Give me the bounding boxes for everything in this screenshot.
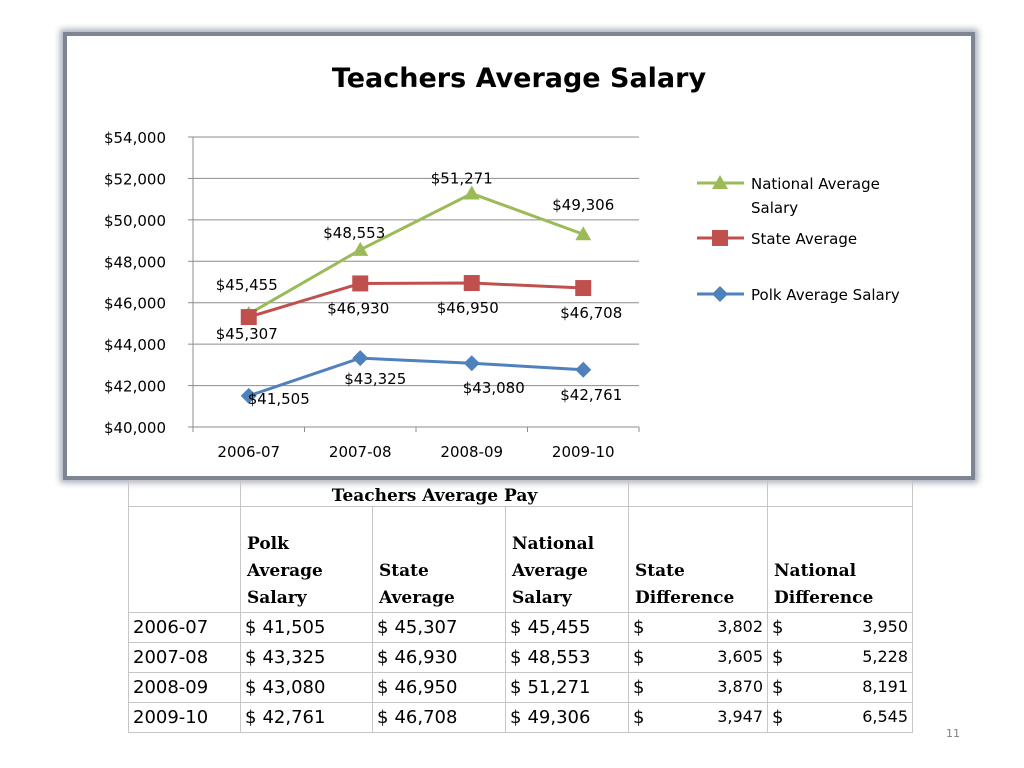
y-tick-label: $42,000 [103,377,166,396]
currency-symbol: $ [633,617,645,638]
data-label: $46,950 [436,299,499,318]
amount: 3,605 [717,647,764,666]
data-point [352,242,368,256]
amount: 3,870 [717,677,764,696]
legend-marker [712,230,728,246]
currency-symbol: $ [510,707,522,728]
page-number: 11 [946,727,960,740]
data-point [464,186,480,200]
data-label: $41,505 [247,389,310,408]
cell-state-value [377,707,501,728]
data-point [575,280,591,296]
cell-polk-value [245,707,368,728]
row-year: 2008-09 [129,673,241,703]
currency-symbol: $ [245,617,257,638]
legend-label: Salary [751,199,799,217]
cell-polk-value [245,647,368,668]
row-year: 2006-07 [129,613,241,643]
table-empty-cell [629,481,768,507]
chart-title: Teachers Average Salary [331,63,707,94]
amount: 42,761 [262,707,326,728]
cell-state-diff [629,643,768,673]
data-label: $46,930 [327,299,390,318]
x-tick-label: 2008-09 [440,443,504,461]
cell-national-diff-value [772,647,908,668]
currency-symbol: $ [377,617,389,638]
cell-state-diff [629,613,768,643]
table-row [129,703,913,733]
y-tick-label: $48,000 [103,253,166,272]
cell-polk [241,703,373,733]
data-label: $48,553 [323,223,386,242]
currency-symbol: $ [377,677,389,698]
table-row [129,673,913,703]
series-line [249,283,584,317]
cell-state-diff-value [633,647,763,668]
y-tick-label: $40,000 [103,419,166,437]
cell-state-diff [629,673,768,703]
cell-national-value [510,647,624,668]
data-label: $45,307 [215,325,278,344]
header-state-diff: State Difference [629,507,768,613]
cell-national [506,613,629,643]
currency-symbol: $ [245,647,257,668]
data-label: $46,708 [560,304,623,323]
currency-symbol: $ [633,647,645,668]
data-point [464,275,480,291]
amount: 46,950 [394,677,458,698]
currency-symbol: $ [377,707,389,728]
table-title-row [129,481,913,507]
cell-national-diff [768,613,913,643]
amount: 41,505 [262,617,326,638]
cell-national [506,643,629,673]
cell-national [506,703,629,733]
cell-polk [241,613,373,643]
legend-marker [712,286,728,302]
cell-national-diff [768,643,913,673]
currency-symbol: $ [510,617,522,638]
y-tick-label: $54,000 [103,129,166,147]
amount: 3,947 [717,707,764,726]
data-point [352,350,368,366]
currency-symbol: $ [633,677,645,698]
table-empty-cell [768,481,913,507]
amount: 5,228 [862,647,909,666]
amount: 48,553 [527,647,591,668]
data-label: $42,761 [560,385,623,404]
cell-national-diff [768,703,913,733]
cell-state [373,673,506,703]
row-year: 2009-10 [129,703,241,733]
y-tick-label: $44,000 [103,336,166,355]
data-label: $49,306 [552,196,615,215]
cell-state [373,643,506,673]
x-tick-label: 2009-10 [551,443,615,461]
cell-national [506,673,629,703]
table-row [129,643,913,673]
cell-national-value [510,677,624,698]
cell-national-diff-value [772,677,908,698]
amount: 6,545 [862,707,909,726]
cell-national-diff-value [772,707,908,728]
cell-polk [241,643,373,673]
cell-state-diff [629,703,768,733]
table-header-row [129,507,913,613]
data-label: $43,325 [344,370,407,389]
row-year: 2007-08 [129,643,241,673]
currency-symbol: $ [772,617,784,638]
currency-symbol: $ [510,647,522,668]
cell-state-diff-value [633,707,763,728]
cell-polk-value [245,677,368,698]
amount: 51,271 [527,677,591,698]
currency-symbol: $ [377,647,389,668]
cell-polk-value [245,617,368,638]
y-tick-label: $50,000 [103,211,166,230]
header-polk: Polk Average Salary [241,507,373,613]
line-chart [67,36,971,476]
currency-symbol: $ [510,677,522,698]
currency-symbol: $ [772,677,784,698]
amount: 49,306 [527,707,591,728]
currency-symbol: $ [245,707,257,728]
cell-polk [241,673,373,703]
cell-national-value [510,617,624,638]
x-tick-label: 2007-08 [328,443,392,461]
amount: 46,708 [394,707,458,728]
table-body [129,613,913,733]
legend-label: National Average [751,175,880,193]
amount: 43,325 [262,647,326,668]
table-header-blank [129,507,241,613]
chart-frame [63,32,975,480]
header-national-diff: National Difference [768,507,913,613]
amount: 45,307 [394,617,458,638]
currency-symbol: $ [245,677,257,698]
cell-state-diff-value [633,677,763,698]
amount: 45,455 [527,617,591,638]
header-national: National Average Salary [506,507,629,613]
legend-label: Polk Average Salary [751,286,900,304]
cell-national-diff [768,673,913,703]
cell-state-value [377,647,501,668]
y-tick-label: $46,000 [103,294,166,313]
cell-state-value [377,617,501,638]
data-label: $51,271 [430,169,493,188]
amount: 8,191 [862,677,909,696]
amount: 43,080 [262,677,326,698]
series-line [249,194,584,314]
x-tick-label: 2006-07 [217,443,281,461]
pay-table [128,480,913,733]
data-point [464,355,480,371]
amount: 3,802 [717,617,764,636]
data-label: $45,455 [215,276,278,295]
cell-state-diff-value [633,617,763,638]
data-point [575,362,591,378]
currency-symbol: $ [633,707,645,728]
data-label: $43,080 [462,379,525,398]
header-state: State Average [373,507,506,613]
currency-symbol: $ [772,647,784,668]
cell-national-value [510,707,624,728]
cell-state-value [377,677,501,698]
amount: 46,930 [394,647,458,668]
table-row [129,613,913,643]
table-corner-cell [129,481,241,507]
amount: 3,950 [862,617,909,636]
table-title: Teachers Average Pay [241,481,629,507]
data-point [352,275,368,291]
legend-label: State Average [751,230,858,248]
cell-national-diff-value [772,617,908,638]
y-tick-label: $52,000 [103,170,166,189]
data-point [241,309,257,325]
cell-state [373,613,506,643]
cell-state [373,703,506,733]
currency-symbol: $ [772,707,784,728]
